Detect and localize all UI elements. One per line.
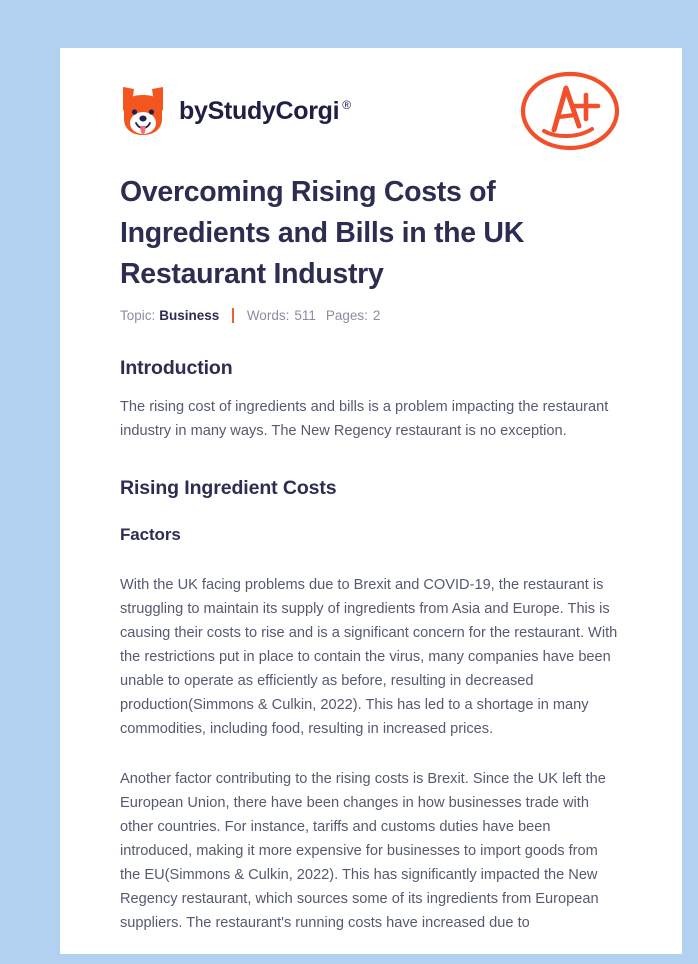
- brand-wordmark: [179, 97, 351, 126]
- registered-trademark-icon: ®: [342, 97, 351, 112]
- page-content: [60, 48, 682, 935]
- meta-words-label: Words:: [246, 308, 290, 323]
- a-plus-grade-icon: [518, 68, 622, 154]
- section-paragraph: Another factor contributing to the rising costs is Brexit. Since the UK left the European Union, there have been changes in how businesses trade with other countries. For instance, tariffs and customs duties have been introduced, making it more expensive for businesses to import goods from the EU(Simmons & Culkin, 2022). This has significantly impacted the New Regency restaurant, which sources some of its ingredients from European suppliers. The restaurant's running costs have increased due to: [120, 771, 606, 931]
- section-paragraph: With the UK facing problems due to Brexit and COVID-19, the restaurant is struggling to maintain its supply of ingredients from Asia and Europe. This is causing their costs to rise and is a significant concern for the restaurant. With the restrictions put in place to contain the virus, many companies have been unable to operate as efficiently as before, resulting in decreased production(Simmons & Culkin, 2022). This has led to a shortage in many commodities, including food, resulting in increased prices.: [120, 577, 618, 737]
- brand-prefix: by: [179, 96, 208, 125]
- page-title: Overcoming Rising Costs of Ingredients and Bills in the UK Restaurant Industry: [120, 176, 524, 290]
- document-page: [60, 48, 682, 954]
- section-heading-rising-ingredient-costs: Rising Ingredient Costs: [120, 477, 337, 499]
- meta-pages-label: Pages:: [325, 308, 368, 323]
- brand-name: StudyCorgi: [207, 96, 340, 125]
- section-paragraph: The rising cost of ingredients and bills is a problem impacting the restaurant industry in many ways. The New Regency restaurant is no exception.: [120, 399, 609, 439]
- meta-pages-value: 2: [372, 308, 381, 323]
- meta-words-value: 511: [294, 308, 316, 323]
- section-heading-introduction: Introduction: [120, 357, 233, 379]
- corgi-face-icon: [120, 85, 166, 137]
- document-header: [120, 48, 622, 152]
- meta-topic-value[interactable]: Business: [159, 308, 220, 323]
- section-heading-factors: Factors: [120, 525, 181, 544]
- brand-lockup[interactable]: [120, 85, 351, 137]
- meta-topic-label: Topic:: [120, 308, 156, 323]
- document-meta: [120, 308, 622, 323]
- meta-separator-icon: [232, 308, 234, 323]
